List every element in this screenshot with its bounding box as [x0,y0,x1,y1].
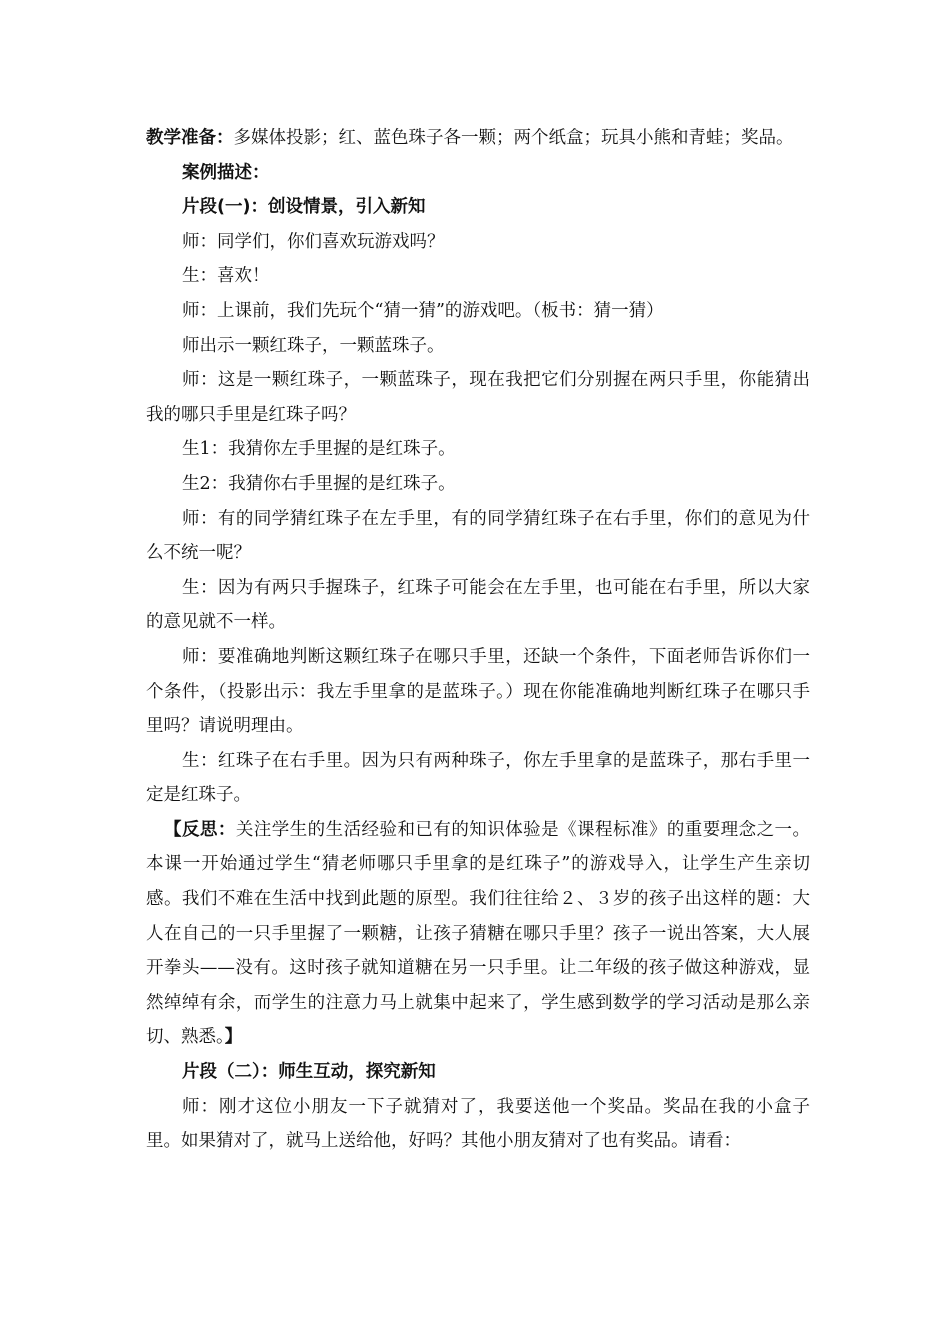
prep-label: 教学准备： [146,128,234,148]
dialogue-line: 生2：我猜你右手里握的是红珠子。 [182,473,456,494]
dialogue-line: 师：这是一颗红珠子，一颗蓝珠子，现在我把它们分别握在两只手里，你能猜出我的哪只手里是红珠子吗？ [146,370,810,425]
teaching-preparation [146,121,810,156]
reflection-label: 【反思： [164,819,236,840]
section2-heading: 片段（二）：师生互动，探究新知 [182,1062,436,1083]
document-page [146,121,810,1159]
dialogue-line: 师出示一颗红珠子，一颗蓝珠子。 [182,335,445,356]
dialogue-line: 生：红珠子在右手里。因为只有两种珠子，你左手里拿的是蓝珠子，那右手里一定是红珠子。 [146,750,810,806]
dialogue-line: 师：上课前，我们先玩个“猜一猜”的游戏吧。（板书：猜一猜） [182,300,664,321]
reflection-text: 关注学生的生活经验和已有的知识体验是《课程标准》的重要理念之一。本课一开始通过学生“猜老师哪只手里拿的是红珠子”的游戏导入，让学生产生亲切感。我们不难在生活中找到此题的原型。我们往往给２、３岁的孩子出这样的题：大人在自己的一只手里握了一颗糖，让孩子猜糖在哪只手里？孩子一说出答案，大人展开拳头——没有。这时孩子就知道糖在另一只手里。让二年级的孩子做这种游戏，显然绰绰有余，而学生的注意力马上就集中起来了，学生感到数学的学习活动是那么亲切、熟悉。 [146,819,811,1048]
dialogue-line: 师：要准确地判断这颗红珠子在哪只手里，还缺一个条件，下面老师告诉你们一个条件，（投影出示：我左手里拿的是蓝珠子。）现在你能准确地判断红珠子在哪只手里吗？请说明理由。 [146,646,810,737]
dialogue-line: 师：刚才这位小朋友一下子就猜对了，我要送他一个奖品。奖品在我的小盒子里。如果猜对了，就马上送给他，好吗？其他小朋友猜对了也有奖品。请看： [146,1096,810,1152]
dialogue-line: 师：有的同学猜红珠子在左手里，有的同学猜红珠子在右手里，你们的意见为什么不统一呢？ [146,508,810,564]
section1-heading: 片段(一)：创设情景，引入新知 [182,197,426,218]
reflection-end: 】 [224,1027,243,1048]
dialogue-line: 师：同学们，你们喜欢玩游戏吗？ [182,231,445,252]
dialogue-line: 生：喜欢！ [182,266,270,287]
reflection-paragraph [146,813,810,1055]
case-heading: 案例描述： [182,162,270,183]
dialogue-line: 生1：我猜你左手里握的是红珠子。 [182,439,456,460]
prep-text: 多媒体投影；红、蓝色珠子各一颗；两个纸盒；玩具小熊和青蛙；奖品。 [233,128,794,148]
dialogue-line: 生：因为有两只手握珠子，红珠子可能会在左手里，也可能在右手里，所以大家的意见就不一样。 [146,577,810,633]
